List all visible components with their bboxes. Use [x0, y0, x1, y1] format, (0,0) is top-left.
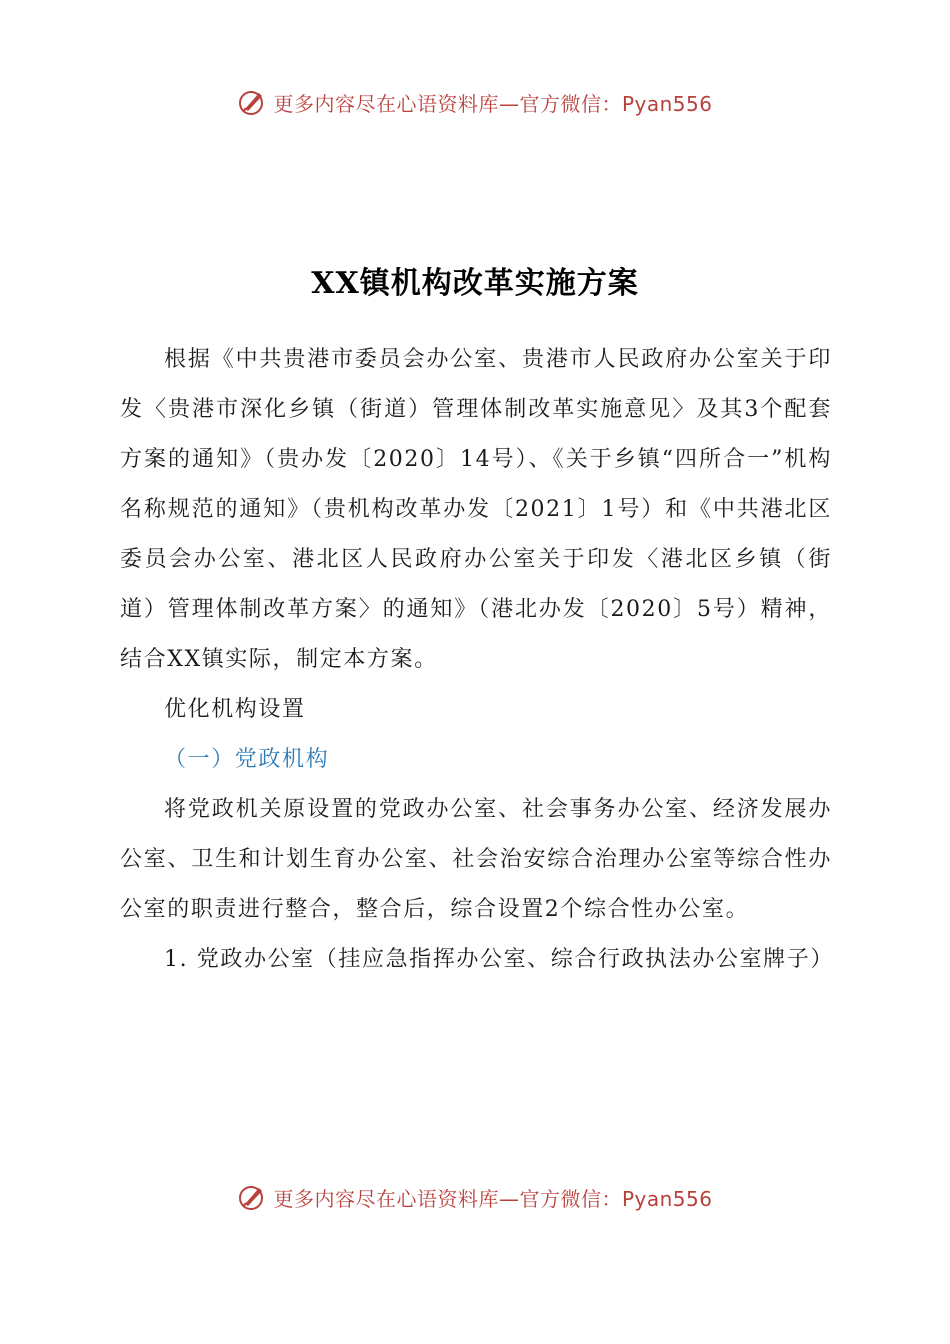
quill-pen-logo-icon [237, 1182, 267, 1212]
document-title: XX镇机构改革实施方案 [311, 266, 639, 301]
watermark-text: 更多内容尽在心语资料库—官方微信：Pyan556 [273, 91, 713, 116]
subsection-heading: （一）党政机构 [164, 747, 330, 772]
list-item-paragraph: 1. 党政办公室（挂应急指挥办公室、综合行政执法办公室牌子） [164, 947, 834, 972]
watermark-text: 更多内容尽在心语资料库—官方微信：Pyan556 [273, 1186, 713, 1211]
intro-paragraph: 根据《中共贵港市委员会办公室、贵港市人民政府办公室关于印发〈贵港市深化乡镇（街道）管理体制改革实施意见〉及其3个配套方案的通知》（贵办发〔2020〕14号）、《关于乡镇“四所合一”机构名称规范的通知》（贵机构改革办发〔2021〕1号）和《中共港北区委员会办公室、港北区人民政府办公室关于印发〈港北区乡镇（街道）管理体制改革方案〉的通知》（港北办发〔2020〕5号）精神，结合XX镇实际，制定本方案。 [120, 347, 832, 672]
watermark-header [0, 82, 950, 122]
watermark-footer [0, 1177, 950, 1217]
quill-pen-logo-icon [237, 87, 267, 117]
document-body [120, 335, 832, 985]
section-heading: 优化机构设置 [164, 697, 306, 722]
body-paragraph: 将党政机关原设置的党政办公室、社会事务办公室、经济发展办公室、卫生和计划生育办公室、社会治安综合治理办公室等综合性办公室的职责进行整合，整合后，综合设置2个综合性办公室。 [120, 797, 832, 922]
